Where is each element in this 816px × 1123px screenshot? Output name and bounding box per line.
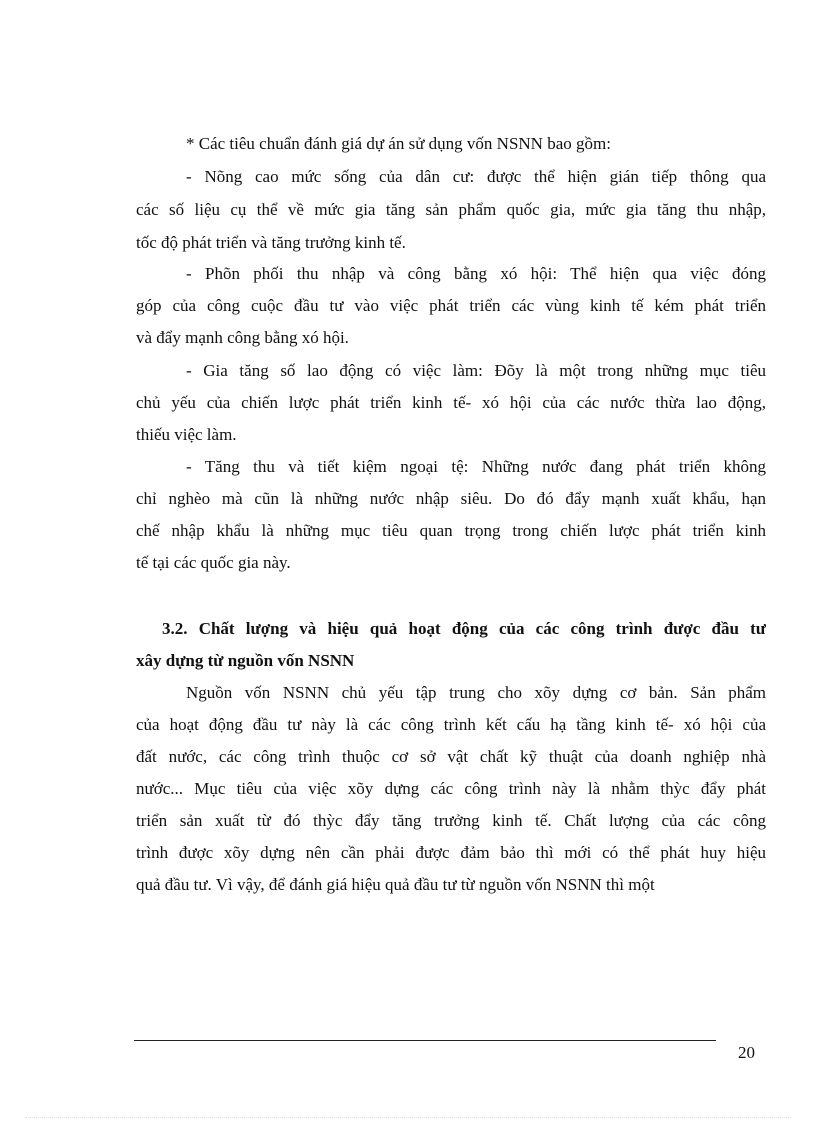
body-paragraph-line-1: Nguồn vốn NSNN chủ yếu tập trung cho xõy dựng cơ bản. Sản phẩm [186,683,766,702]
criteria-item-4-line-2: chỉ nghèo mà cũn là những nước nhập siêu. Do đó đẩy mạnh xuất khẩu, hạn [136,489,766,508]
criteria-item-3-line-3: thiếu việc làm. [136,425,237,444]
body-paragraph-line-3: đất nước, các công trình thuộc cơ sở vật chất kỹ thuật của doanh nghiệp nhà [136,747,766,766]
criteria-item-3-line-1: - Gia tăng số lao động có việc làm: Đõy là một trong những mục tiêu [186,361,766,380]
criteria-item-1-line-1: - Nõng cao mức sống của dân cư: được thể hiện gián tiếp thông qua [186,167,766,186]
criteria-item-2-line-1: - Phõn phối thu nhập và công bằng xó hội: Thể hiện qua việc đóng [186,264,766,283]
criteria-item-1-line-2: các số liệu cụ thể về mức gia tăng sản phẩm quốc gia, mức gia tăng thu nhập, [136,200,766,219]
body-paragraph-line-6: trình được xõy dựng nên cần phải được đảm bảo thì mới có thể phát huy hiệu [136,843,766,862]
criteria-item-3-line-2: chủ yếu của chiến lược phát triển kinh tế- xó hội của các nước thừa lao động, [136,393,766,412]
body-paragraph-line-2: của hoạt động đầu tư này là các công trình kết cấu hạ tầng kinh tế- xó hội của [136,715,766,734]
criteria-item-4-line-1: - Tăng thu và tiết kiệm ngoại tệ: Những nước đang phát triển không [186,457,766,476]
footer-rule [134,1040,716,1041]
body-paragraph-line-7: quả đầu tư. Vì vậy, để đánh giá hiệu quả đầu tư từ nguồn vốn NSNN thì một [136,875,655,894]
criteria-item-1-line-3: tốc độ phát triển và tăng trưởng kinh tế. [136,233,406,252]
criteria-item-4-line-4: tế tại các quốc gia này. [136,553,291,572]
page-edge-divider [25,1117,791,1118]
section-heading-line-1: 3.2. Chất lượng và hiệu quả hoạt động của các công trình được đầu tư [162,619,766,638]
page-number: 20 [738,1043,755,1062]
criteria-item-2-line-2: góp của công cuộc đầu tư vào việc phát triển các vùng kinh tế kém phát triển [136,296,766,315]
body-paragraph-line-5: triển sản xuất từ đó thỳc đẩy tăng trưởng kinh tế. Chất lượng của các công [136,811,766,830]
criteria-item-4-line-3: chế nhập khẩu là những mục tiêu quan trọng trong chiến lược phát triển kinh [136,521,766,540]
criteria-item-2-line-3: và đẩy mạnh công bằng xó hội. [136,328,349,347]
section-heading-line-2: xây dựng từ nguồn vốn NSNN [136,651,355,670]
criteria-intro-line: * Các tiêu chuẩn đánh giá dự án sử dụng vốn NSNN bao gồm: [186,134,611,153]
body-paragraph-line-4: nước... Mục tiêu của việc xõy dựng các công trình này là nhằm thỳc đẩy phát [136,779,766,798]
